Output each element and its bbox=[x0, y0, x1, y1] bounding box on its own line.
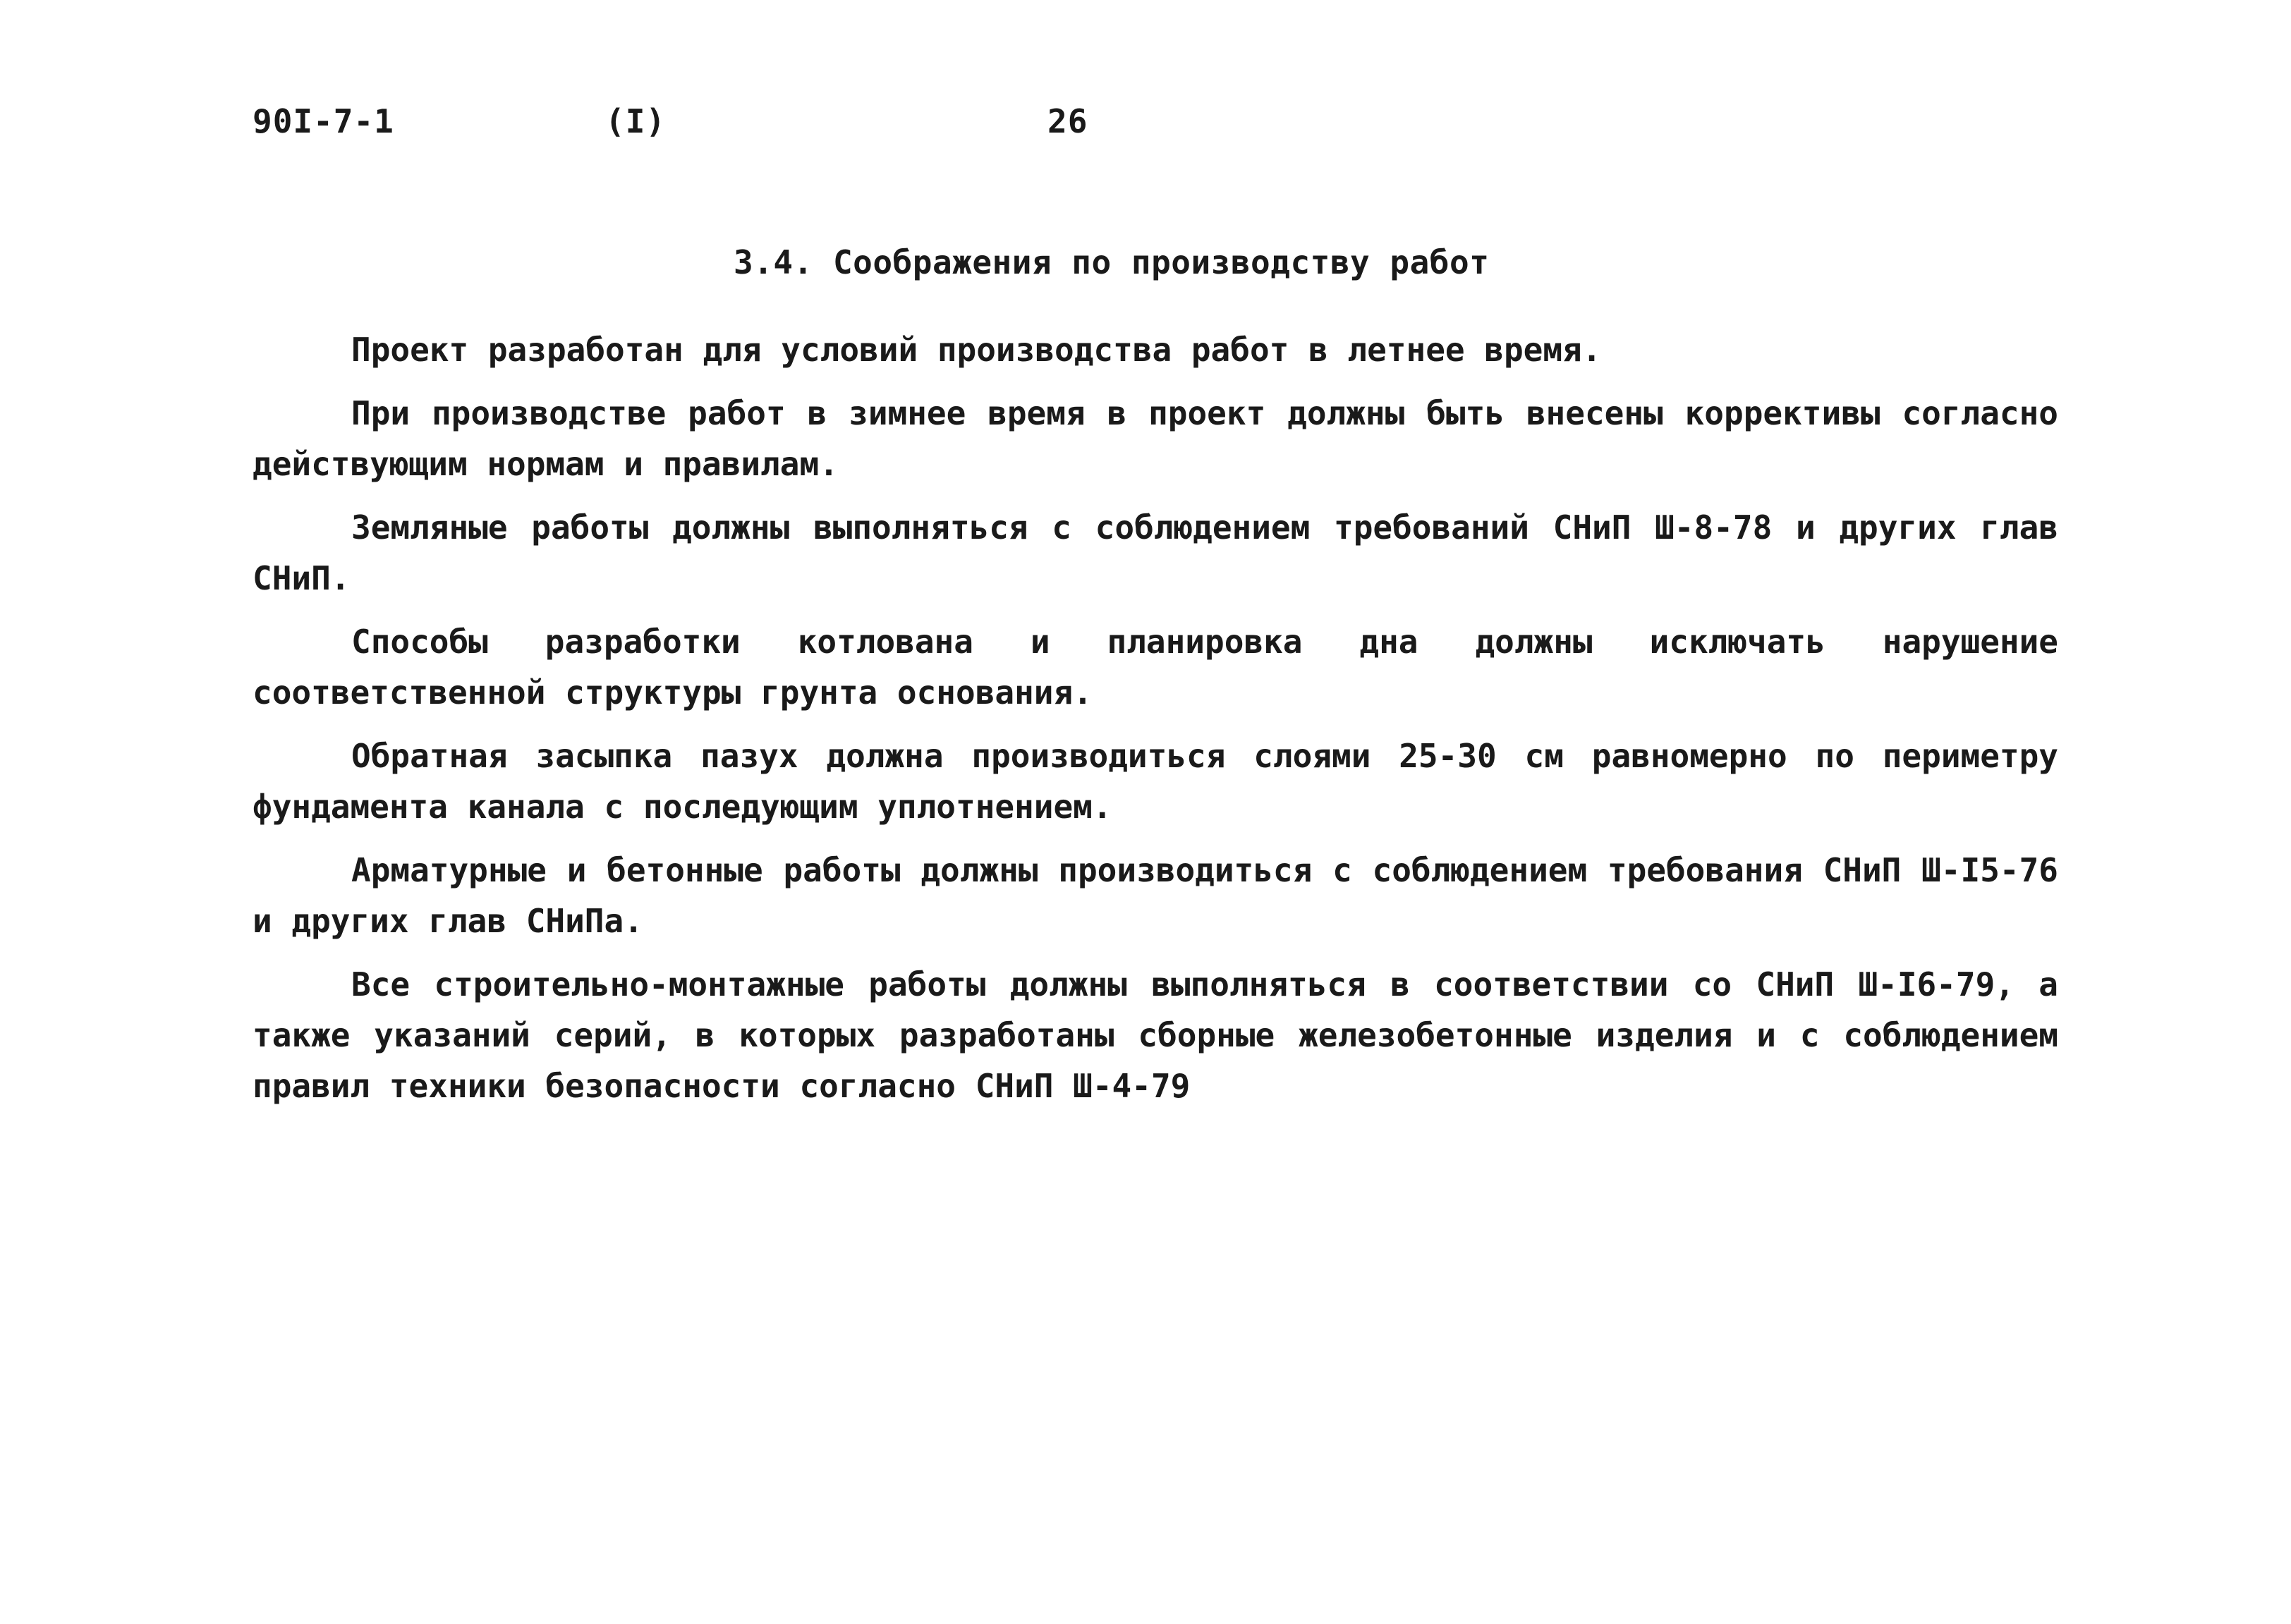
document-body bbox=[253, 324, 2058, 1124]
paragraph: Проект разработан для условий производства работ в летнее время. bbox=[351, 331, 1602, 369]
paragraph: Все строительно-монтажные работы должны выполняться в соответствии со СНиП Ш-I6-79, а также указаний серий, в которых разработаны сборные железобетонные изделия и с соблюдением правил техники безопасности согласно СНиП Ш-4-79 bbox=[253, 965, 2058, 1105]
page-header bbox=[0, 102, 2291, 152]
section-title: 3.4. Соображения по производству работ bbox=[734, 243, 1490, 281]
document-code: 90I-7-1 bbox=[253, 102, 394, 140]
paragraph: Обратная засыпка пазух должна производиться слоями 25-30 см равномерно по периметру фундамента канала с последующим уплотнением. bbox=[253, 737, 2058, 826]
paragraph: Арматурные и бетонные работы должны производиться с соблюдением требования СНиП Ш-I5-76 и других глав СНиПа. bbox=[253, 851, 2058, 940]
paragraph: Способы разработки котлована и планировка дна должны исключать нарушение соответственной структуры грунта основания. bbox=[253, 623, 2058, 712]
page-number: 26 bbox=[1047, 102, 1088, 140]
paragraph: При производстве работ в зимнее время в проект должны быть внесены коррективы согласно действующим нормам и правилам. bbox=[253, 394, 2058, 483]
sheet-mark: (I) bbox=[605, 102, 667, 140]
paragraph: Земляные работы должны выполняться с соблюдением требований СНиП Ш-8-78 и других глав СНиП. bbox=[253, 508, 2058, 597]
